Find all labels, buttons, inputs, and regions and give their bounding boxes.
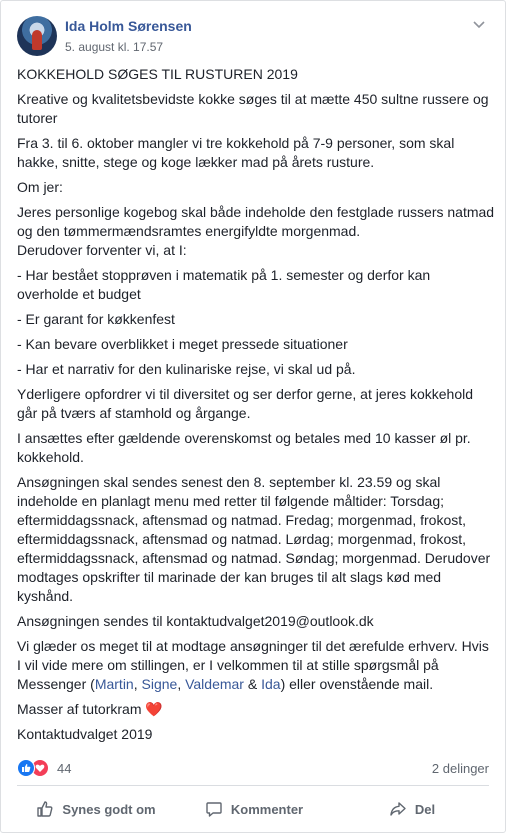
divider <box>17 785 489 786</box>
share-label: Del <box>414 801 436 817</box>
mention-link[interactable]: Ida <box>261 676 281 692</box>
paragraph: Ansøgningen skal sendes senest den 8. september kl. 23.59 og skal indeholde en planlagt menu med retter til følgende måltider: Torsdag; eftermiddagssnack, aftensmad og natmad. Fredag; morgenmad, frokost, eftermiddagssnack, aftensmad og natmad. Lørdag; morgenmad, frokost, eftermiddagssnack, aftensmad og natmad. Søndag; morgenmad. Derudover modtages opskrifter til marinade der kan bruges til alt slags kød med kyshånd. <box>17 474 491 604</box>
paragraph-text: Vi glæder os meget til at modtage ansøgninger til det ærefulde erhverv. Hvis I vil vide mere om stillingen, er I velkommen til at stille spørgsmål på Messenger ( <box>17 638 489 692</box>
share-icon <box>389 800 407 818</box>
signature: Kontaktudvalget 2019 <box>17 726 153 742</box>
paragraph: I ansættes efter gældende overenskomst og betales med 10 kasser øl pr. kokkehold. <box>17 430 471 465</box>
list-item: - Kan bevare overblikket i meget pressede situationer <box>17 336 348 352</box>
paragraph <box>17 637 495 694</box>
paragraph: Fra 3. til 6. oktober mangler vi tre kokkehold på 7-9 personer, som skal hakke, snitte, stege og koge lækker mad på årets rusture. <box>17 135 455 170</box>
thumbs-up-icon <box>36 800 54 818</box>
list-item: - Har bestået stopprøven i matematik på 1. semester og derfor kan overholde et budget <box>17 267 431 302</box>
paragraph: Jeres personlige kogebog skal både indeholde den festglade russers natmad og den tømmermændsramtes energifyldte morgenmad. Derudover forventer vi, at I: <box>17 204 495 258</box>
comment-button[interactable] <box>179 791 329 827</box>
separator: , <box>177 676 186 692</box>
comment-label: Kommenter <box>230 801 304 817</box>
chevron-down-icon[interactable] <box>471 16 487 32</box>
avatar[interactable] <box>17 16 57 56</box>
post-header <box>17 14 493 58</box>
post-timestamp[interactable]: 5. august kl. 17.57 <box>65 40 164 54</box>
paragraph: Ansøgningen sendes til kontaktudvalget2019@outlook.dk <box>17 613 374 629</box>
like-label: Synes godt om <box>62 801 156 817</box>
mention-link[interactable]: Valdemar <box>185 676 244 692</box>
share-button[interactable] <box>337 791 487 827</box>
reactions-bar <box>17 759 489 779</box>
share-count[interactable]: 2 delinger <box>431 761 489 776</box>
mention-link[interactable]: Martin <box>94 676 134 692</box>
paragraph: Kreative og kvalitetsbevidste kokke søges til at mætte 450 sultne russere og tutorer <box>17 91 489 126</box>
reaction-count[interactable]: 44 <box>57 761 72 776</box>
post-body <box>17 65 495 750</box>
heart-icon: ❤️ <box>145 701 163 717</box>
paragraph <box>17 700 495 719</box>
paragraph: Yderligere opfordrer vi til diversitet og ser derfor gerne, at jeres kokkehold går på tværs af stamhold og årgange. <box>17 386 473 421</box>
action-bar <box>1 791 505 827</box>
like-button[interactable] <box>21 791 171 827</box>
list-item: - Er garant for køkkenfest <box>17 311 175 327</box>
separator: , <box>133 676 142 692</box>
separator: & <box>243 676 262 692</box>
comment-icon <box>205 800 223 818</box>
paragraph: Om jer: <box>17 179 63 195</box>
post-title: KOKKEHOLD SØGES TIL RUSTUREN 2019 <box>17 66 298 82</box>
paragraph-text: ) eller ovenstående mail. <box>280 676 434 692</box>
avatar-figure <box>32 30 42 50</box>
paragraph-text: Masser af tutorkram <box>17 701 142 717</box>
list-item: - Har et narrativ for den kulinariske rejse, vi skal ud på. <box>17 361 356 377</box>
author-name[interactable]: Ida Holm Sørensen <box>65 18 192 34</box>
mention-link[interactable]: Signe <box>141 676 178 692</box>
like-icon[interactable] <box>17 759 35 777</box>
